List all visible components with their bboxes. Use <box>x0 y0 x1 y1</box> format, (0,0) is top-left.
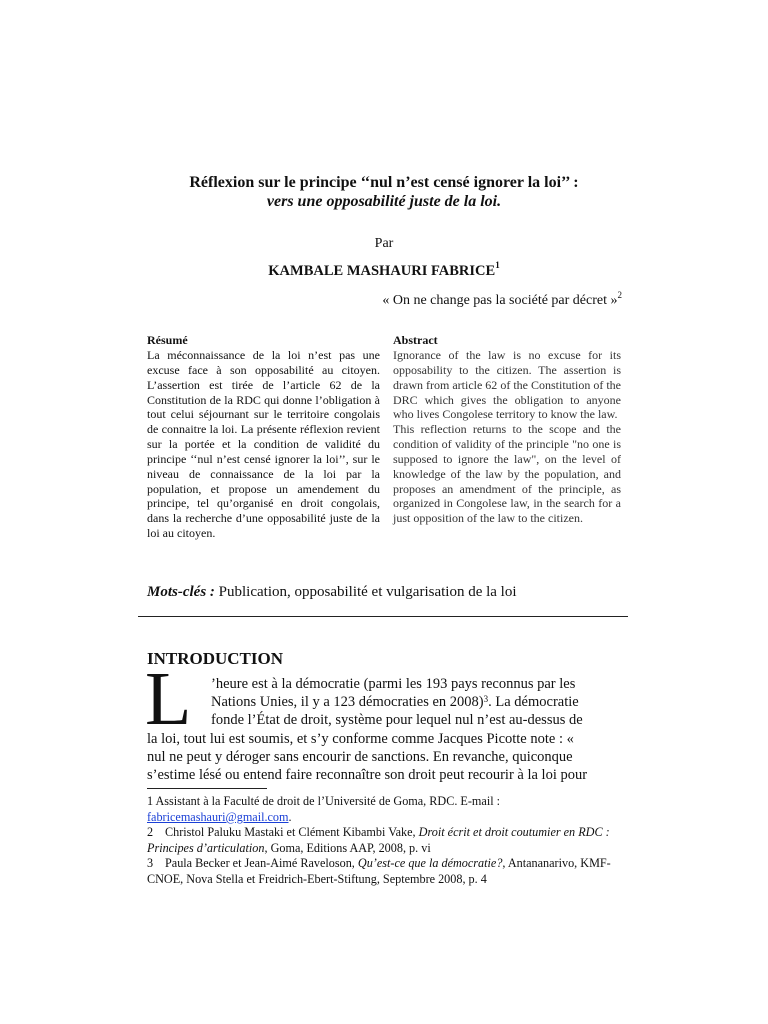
introduction-heading: INTRODUCTION <box>147 649 284 668</box>
abstract-text <box>393 348 621 526</box>
intro-line: la loi, tout lui est soumis, et s’y conforme comme Jacques Picotte note : « <box>147 730 574 747</box>
introduction-body <box>147 675 623 784</box>
footnote-work-title: Droit écrit et droit coutumier en RDC : Principes d’articulation <box>147 825 610 855</box>
article-title-line1: Réflexion sur le principe ‘‘nul n’est censé ignorer la loi’’ : <box>189 174 579 191</box>
epigraph-footnote-ref[interactable]: 2 <box>617 290 622 300</box>
author-email-link[interactable]: fabricemashauri@gmail.com <box>147 810 289 824</box>
footnote-ref-3[interactable]: 3 <box>483 694 489 705</box>
by-label: Par <box>374 236 394 251</box>
intro-line: Nations Unies, il y a 123 démocraties en 2008)$^3$. La démocratie <box>211 694 579 711</box>
intro-line: s’estime lésé ou entend faire reconnaître son droit peut recourir à la loi pour <box>147 767 588 784</box>
footnote-2: 2 Christol Paluku Mastaki et Clément Kibambi Vake, Droit écrit et droit coutumier en RDC : Principes d’articulation, Goma, Editions AAP, 2008, p. vi <box>147 825 610 855</box>
author-name: KAMBALE MASHAURI FABRICE$^1$ <box>268 260 500 279</box>
footnote-3: 3 Paula Becker et Jean-Aimé Raveloson, Qu’est-ce que la démocratie?, Antananarivo, KMF-CNOE, Nova Stella et Freidrich-Ebert-Stiftung, Septembre 2008, p. 4 <box>147 856 611 886</box>
section-divider <box>138 616 628 617</box>
resume-text: La méconnaissance de la loi n’est pas une excuse face à son opposabilité au citoyen. L’assertion est tirée de l’article 62 de la Constitution de la RDC qui donne l’obligation à tout celui séjournant sur le territoire congolais de connaitre la loi. La présente réflexion revient sur la portée et la condition de validité du principe ‘‘nul n’est censé ignorer la loi’’, sur le niveau de connaissance de la loi par la population, et propose un amendement du principe, tel qu’organisé en droit congolais, dans la recherche d’une opposabilité juste de la loi au citoyen. <box>147 348 380 541</box>
footnote-separator <box>147 788 267 789</box>
intro-line: nul ne peut y déroger sans encourir de sanctions. En revanche, quiconque <box>147 748 573 765</box>
intro-line: fonde l’État de droit, système pour lequel nul n’est au-dessus de <box>211 712 583 729</box>
keywords <box>147 584 517 601</box>
keywords-text: Publication, opposabilité et vulgarisation de la loi <box>214 584 517 600</box>
keywords-label: Mots-clés : <box>147 584 215 600</box>
abstract-paragraph-1: Ignorance of the law is no excuse for its opposability to the citizen. The assertion is drawn from article 62 of the Constitution of the DRC which gives the obligation to anyone who lives Congolese territory to know the law. <box>393 348 621 422</box>
epigraph: « On ne change pas la société par décret »$^2$ <box>382 290 622 308</box>
footnote-work-title: Qu’est-ce que la démocratie? <box>357 856 503 870</box>
author-footnote-ref[interactable]: 1 <box>495 260 500 270</box>
abstract-heading: Abstract <box>393 333 438 347</box>
resume-heading: Résumé <box>147 333 188 347</box>
footnote-1: 1 Assistant à la Faculté de droit de l’Université de Goma, RDC. E-mail : fabricemashauri@gmail.com. <box>147 794 501 824</box>
abstract-paragraph-2: This reflection returns to the scope and the condition of validity of the principle "no one is supposed to ignore the law", on the level of knowledge of the law by the population, and proposes an amendment of the principle, as organized in Congolese law, in the search for a just opposition of the law to the citizen. <box>393 422 621 526</box>
article-subtitle: vers une opposabilité juste de la loi. <box>266 193 502 210</box>
drop-cap: L <box>145 657 192 741</box>
intro-line: ’heure est à la démocratie (parmi les 193 pays reconnus par les <box>211 676 576 692</box>
footnote-number: 3 <box>147 856 154 870</box>
footnote-number: 2 <box>147 825 154 839</box>
